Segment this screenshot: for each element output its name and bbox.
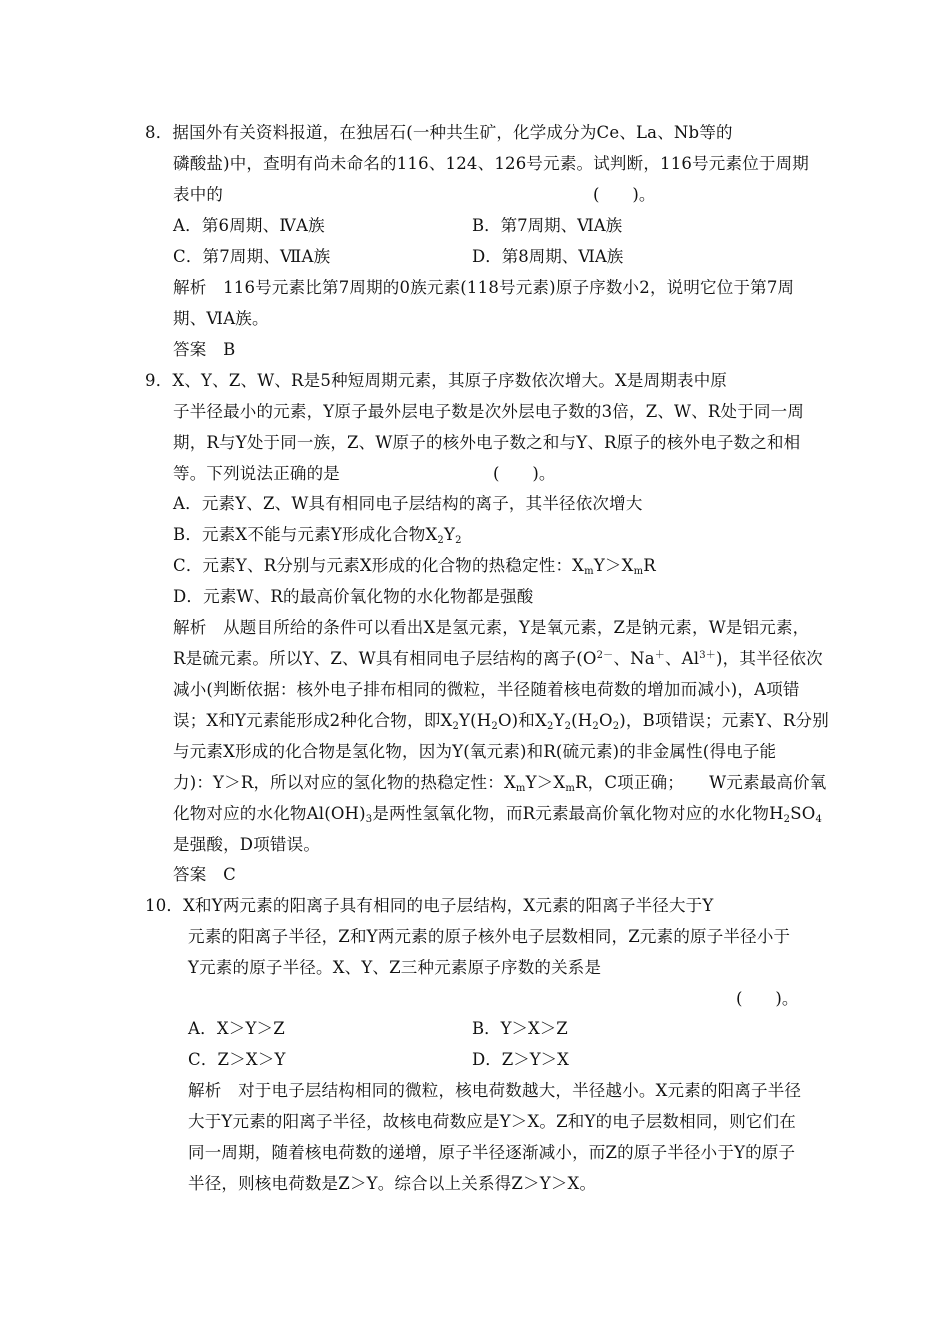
q10-analysis-line-1: 解析 对于电子层结构相同的微粒，核电荷数越大，半径越小。X元素的阳离子半径 <box>188 1081 802 1100</box>
q10-option-c: C．Z＞X＞Y <box>188 1050 286 1069</box>
q9-option-d: D．元素W、R的最高价氧化物的水化物都是强酸 <box>173 587 534 606</box>
q9-answer-blank: ( )。 <box>493 464 556 483</box>
q8-analysis-line-1: 解析 116号元素比第7周期的0族元素(118号元素)原子序数小2，说明它位于第7周 <box>173 278 795 297</box>
q9-answer: 答案 C <box>173 865 236 884</box>
q10-analysis-line-2: 大于Y元素的阳离子半径，故核电荷数应是Y＞X。Z和Y的电子层数相同，则它们在 <box>188 1112 796 1131</box>
q9-analysis-line-6: 力)：Y＞R，所以对应的氢化物的热稳定性：$X_mY>X_mR$，C项正确； W元素最高价氧 <box>173 773 827 794</box>
q8-answer-blank: ( )。 <box>593 185 656 204</box>
q9-stem-line-3: 期，R与Y处于同一族，Z、W原子的核外电子数之和与Y、R原子的核外电子数之和相 <box>173 433 801 452</box>
q9-analysis-line-7: 化物对应的水化物$Al(OH)_3$是两性氢氧化物，而R元素最高价氧化物对应的水化物$H_2SO_4$ <box>173 804 823 825</box>
q9-stem-line-4: 等。下列说法正确的是 <box>173 464 340 483</box>
q10-option-b: B．Y＞X＞Z <box>472 1019 568 1038</box>
q9-option-b: B．元素X不能与元素Y形成化合物$X_2Y_2$ <box>173 525 462 546</box>
q9-analysis-line-8: 是强酸，D项错误。 <box>173 835 321 854</box>
q9-option-a: A．元素Y、Z、W具有相同电子层结构的离子，其半径依次增大 <box>173 494 643 513</box>
q10-stem-line-1: 10．X和Y两元素的阳离子具有相同的电子层结构，X元素的阳离子半径大于Y <box>145 896 714 915</box>
q8-stem-line-3: 表中的 <box>173 185 224 204</box>
q8-stem-line-2: 磷酸盐)中，查明有尚未命名的116、124、126号元素。试判断，116号元素位于周期 <box>173 154 810 173</box>
q10-analysis-line-3: 同一周期，随着核电荷数的递增，原子半径逐渐减小，而Z的原子半径小于Y的原子 <box>188 1143 796 1162</box>
q10-stem-line-3: Y元素的原子半径。X、Y、Z三种元素原子序数的关系是 <box>188 958 602 977</box>
q9-stem-line-2: 子半径最小的元素，Y原子最外层电子数是次外层电子数的3倍，Z、W、R处于同一周 <box>173 402 805 421</box>
q8-option-b: B．第7周期、ⅥA族 <box>472 216 623 235</box>
q10-analysis-line-4: 半径，则核电荷数是Z＞Y。综合以上关系得Z＞Y＞X。 <box>188 1174 597 1193</box>
q9-analysis-line-2: R是硫元素。所以Y、Z、W具有相同电子层结构的离子($O^{2-}$、Na＋、$Al^{3+}$)，其半径依次 <box>173 649 823 668</box>
q8-analysis-line-2: 期、ⅥA族。 <box>173 309 269 328</box>
q8-option-d: D．第8周期、ⅥA族 <box>472 247 624 266</box>
q9-analysis-line-4: 误；X和Y元素能形成2种化合物，即$X_2Y(H_2O)$和$X_2Y_2(H_2O_2)$，B项错误；元素Y、R分别 <box>173 711 829 732</box>
q8-answer: 答案 B <box>173 340 236 359</box>
q9-analysis-line-5: 与元素X形成的化合物是氢化物，因为Y(氧元素)和R(硫元素)的非金属性(得电子能 <box>173 742 777 761</box>
q8-option-c: C．第7周期、ⅦA族 <box>173 247 331 266</box>
q10-answer-blank: ( )。 <box>736 989 799 1008</box>
q8-option-a: A．第6周期、ⅣA族 <box>173 216 325 235</box>
q9-analysis-line-1: 解析 从题目所给的条件可以看出X是氢元素，Y是氧元素，Z是钠元素，W是铝元素， <box>173 618 810 637</box>
q10-option-d: D．Z＞Y＞X <box>472 1050 569 1069</box>
q10-option-a: A．X＞Y＞Z <box>188 1019 285 1038</box>
q9-option-c: C．元素Y、R分别与元素X形成的化合物的热稳定性：$X_mY>X_mR$ <box>173 556 656 577</box>
q8-stem-line-1: 8．据国外有关资料报道，在独居石(一种共生矿，化学成分为Ce、La、Nb等的 <box>145 123 733 142</box>
q10-stem-line-2: 元素的阳离子半径，Z和Y两元素的原子核外电子层数相同，Z元素的原子半径小于 <box>188 927 791 946</box>
q9-analysis-line-3: 减小(判断依据：核外电子排布相同的微粒，半径随着核电荷数的增加而减小)，A项错 <box>173 680 800 699</box>
q9-stem-line-1: 9．X、Y、Z、W、R是5种短周期元素，其原子序数依次增大。X是周期表中原 <box>145 371 728 390</box>
